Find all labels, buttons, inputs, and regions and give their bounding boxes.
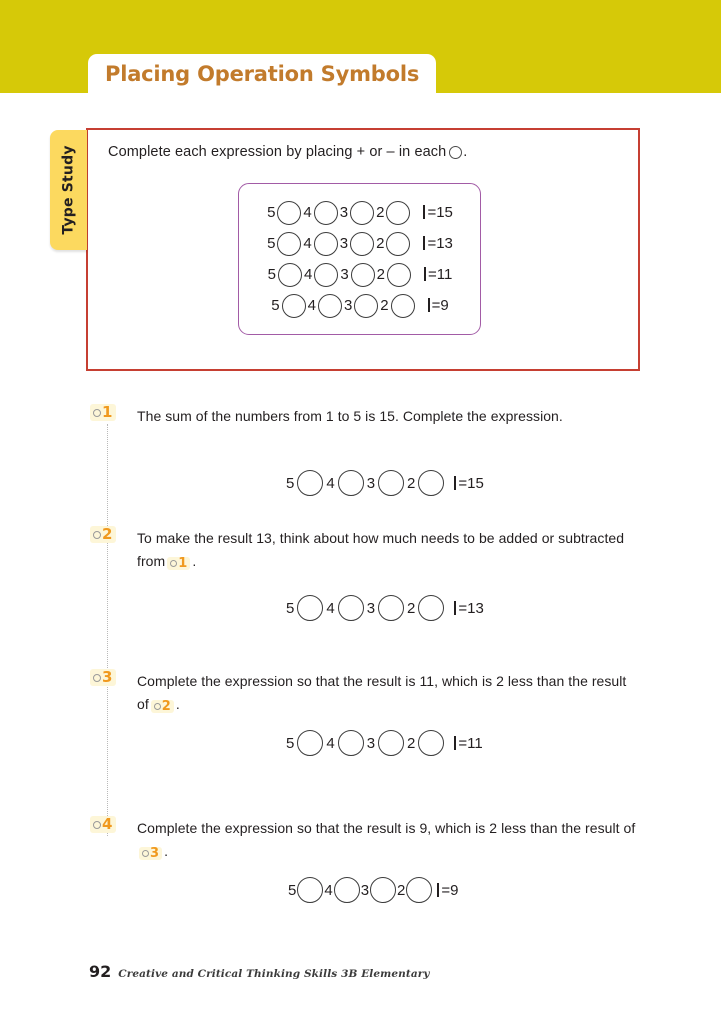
study-expression-digit: 5	[267, 235, 276, 252]
question-1-expression-digit: 4	[326, 474, 335, 492]
question-2-reference-number: 1	[178, 555, 188, 571]
digit-one-glyph	[454, 476, 456, 490]
question-4-expression-digit: 2	[397, 881, 406, 899]
question-4-expression-digit: 5	[288, 881, 297, 899]
operator-slot-circle[interactable]	[378, 470, 404, 496]
operator-slot-circle[interactable]	[314, 232, 338, 256]
question-4-reference-badge[interactable]	[139, 847, 162, 860]
question-2-expression-digit: 4	[326, 599, 335, 617]
question-1-badge	[90, 404, 116, 421]
study-expression-row[interactable]	[239, 290, 480, 321]
operator-slot-circle[interactable]	[391, 294, 415, 318]
book-title: Creative and Critical Thinking Skills 3B Elementary	[118, 968, 430, 980]
study-expression-row[interactable]	[239, 228, 480, 259]
study-expression-digit: 3	[339, 204, 349, 221]
study-expression-row[interactable]	[239, 197, 480, 228]
study-expression-digit: 3	[340, 266, 349, 283]
study-expression-result: =15	[427, 204, 453, 221]
digit-one-glyph	[437, 883, 439, 897]
question-4-text-part2: .	[164, 842, 169, 859]
study-expression-digit: 4	[303, 235, 312, 252]
question-4-badge	[90, 816, 116, 833]
operator-slot-circle[interactable]	[406, 877, 432, 903]
question-1-expression-result: =15	[458, 474, 484, 492]
operator-slot-circle[interactable]	[334, 877, 360, 903]
study-expression-tail	[421, 204, 452, 221]
study-expression-digit: 3	[343, 297, 353, 314]
digit-one-glyph	[424, 267, 426, 281]
question-2-reference-badge[interactable]	[167, 557, 190, 570]
operator-slot-circle[interactable]	[282, 294, 306, 318]
type-study-tab	[50, 130, 87, 250]
badge-ring-icon	[93, 674, 101, 682]
operator-slot-circle[interactable]	[386, 232, 410, 256]
digit-one-glyph	[454, 601, 456, 615]
question-2-badge	[90, 526, 116, 543]
page-title: Placing Operation Symbols	[105, 61, 420, 86]
operator-slot-circle[interactable]	[314, 263, 338, 287]
question-1-expression-digit: 5	[286, 474, 295, 492]
study-expression-tail	[421, 235, 452, 252]
operator-slot-circle[interactable]	[354, 294, 378, 318]
operator-slot-circle[interactable]	[297, 595, 323, 621]
question-4-text	[137, 817, 642, 862]
study-instruction-period: .	[463, 144, 468, 160]
study-expression-result: =9	[431, 297, 449, 314]
study-expressions-box	[238, 183, 481, 335]
study-instruction-text: Complete each expression by placing + or – in each	[108, 144, 447, 160]
study-expression-digit: 2	[376, 235, 385, 252]
question-3-reference-badge[interactable]	[151, 700, 174, 713]
question-4-expression-result: =9	[441, 881, 459, 899]
question-2-expression[interactable]	[283, 595, 484, 621]
operator-slot-circle[interactable]	[418, 730, 444, 756]
question-3-expression[interactable]	[283, 730, 483, 756]
question-2-text	[137, 527, 642, 572]
study-expression-tail	[422, 266, 452, 283]
question-3-reference-number: 2	[161, 698, 171, 714]
question-2-expression-digit: 3	[366, 599, 376, 617]
page-title-tab	[88, 54, 436, 93]
operator-slot-circle[interactable]	[278, 263, 302, 287]
study-expression-digit: 5	[267, 204, 276, 221]
operator-slot-circle[interactable]	[297, 877, 323, 903]
question-2-text-part2: .	[192, 552, 197, 569]
study-expression-digit: 5	[271, 297, 280, 314]
question-1-expression[interactable]	[283, 470, 484, 496]
digit-one-glyph	[454, 736, 456, 750]
operator-slot-circle[interactable]	[351, 263, 375, 287]
type-study-tab-label: Type Study	[60, 145, 77, 235]
digit-one-glyph	[428, 298, 430, 312]
question-2-expression-digit: 5	[286, 599, 295, 617]
question-2-text-part1: To make the result 13, think about how much needs to be added or subtracted from	[137, 530, 625, 569]
operator-slot-circle[interactable]	[418, 595, 444, 621]
study-expression-digit: 3	[339, 235, 349, 252]
question-3-expression-digit: 5	[286, 734, 295, 752]
badge-ring-icon	[93, 531, 101, 539]
question-1-expression-digit: 2	[407, 474, 416, 492]
operator-slot-circle[interactable]	[277, 232, 301, 256]
operator-slot-circle[interactable]	[378, 730, 404, 756]
operator-slot-circle[interactable]	[277, 201, 301, 225]
operator-slot-circle[interactable]	[297, 730, 323, 756]
study-expression-digit: 4	[303, 266, 313, 283]
study-expression-digit: 4	[303, 204, 312, 221]
question-4-expression[interactable]	[287, 877, 458, 903]
operator-slot-circle[interactable]	[297, 470, 323, 496]
operator-slot-circle[interactable]	[338, 470, 364, 496]
operator-slot-circle[interactable]	[338, 595, 364, 621]
question-4-expression-tail	[435, 882, 458, 899]
study-expression-result: =11	[428, 266, 453, 283]
question-1-text	[137, 405, 642, 428]
question-4-number: 4	[102, 815, 113, 833]
operator-slot-circle[interactable]	[378, 595, 404, 621]
question-3-text-part1: Complete the expression so that the result is 11, which is 2 less than the result of	[137, 673, 627, 712]
question-3-number: 3	[102, 668, 113, 686]
study-expression-result: =13	[427, 235, 453, 252]
question-3-expression-tail	[452, 735, 482, 752]
operator-slot-circle[interactable]	[350, 201, 374, 225]
study-expression-digit: 2	[376, 204, 385, 221]
operator-slot-circle[interactable]	[338, 730, 364, 756]
operator-slot-circle[interactable]	[387, 263, 411, 287]
operator-slot-circle[interactable]	[418, 470, 444, 496]
digit-one-glyph	[423, 236, 425, 250]
badge-ring-icon	[170, 560, 177, 567]
badge-ring-icon	[142, 850, 149, 857]
operator-slot-circle[interactable]	[370, 877, 396, 903]
question-4-expression-digit: 3	[360, 881, 370, 899]
operator-slot-circle[interactable]	[350, 232, 374, 256]
question-2-number: 2	[102, 525, 113, 543]
question-4-text-part1: Complete the expression so that the result is 9, which is 2 less than the result of	[137, 820, 636, 836]
question-2-expression-digit: 2	[407, 599, 416, 617]
question-1-text-part1: The sum of the numbers from 1 to 5 is 15. Complete the expression.	[137, 408, 563, 424]
question-4-expression-digit: 4	[324, 881, 333, 899]
operator-slot-circle[interactable]	[386, 201, 410, 225]
header-band-right-gap	[721, 0, 725, 93]
question-3-expression-digit: 3	[366, 734, 376, 752]
digit-one-glyph	[423, 205, 425, 219]
question-1-number: 1	[102, 403, 113, 421]
study-expression-row[interactable]	[239, 259, 480, 290]
operation-circle-icon	[449, 146, 462, 159]
question-rail	[107, 424, 108, 836]
operator-slot-circle[interactable]	[318, 294, 342, 318]
question-1-expression-tail	[452, 475, 483, 492]
question-3-expression-digit: 2	[407, 734, 416, 752]
study-expression-digit: 2	[376, 266, 386, 283]
study-expression-digit: 4	[307, 297, 316, 314]
study-instruction	[108, 144, 467, 160]
question-4-reference-number: 3	[150, 845, 160, 861]
badge-ring-icon	[154, 703, 161, 710]
footer	[89, 962, 430, 981]
question-3-badge	[90, 669, 116, 686]
page-number: 92	[89, 962, 112, 981]
question-1-expression-digit: 3	[366, 474, 376, 492]
question-2-expression-tail	[452, 600, 483, 617]
study-expression-digit: 5	[267, 266, 276, 283]
question-3-expression-digit: 4	[326, 734, 335, 752]
question-3-text	[137, 670, 642, 715]
study-expression-digit: 2	[380, 297, 389, 314]
question-2-expression-result: =13	[458, 599, 484, 617]
study-expression-tail	[426, 297, 449, 314]
operator-slot-circle[interactable]	[314, 201, 338, 225]
question-3-expression-result: =11	[458, 734, 483, 752]
badge-ring-icon	[93, 409, 101, 417]
badge-ring-icon	[93, 821, 101, 829]
question-3-text-part2: .	[175, 695, 180, 712]
